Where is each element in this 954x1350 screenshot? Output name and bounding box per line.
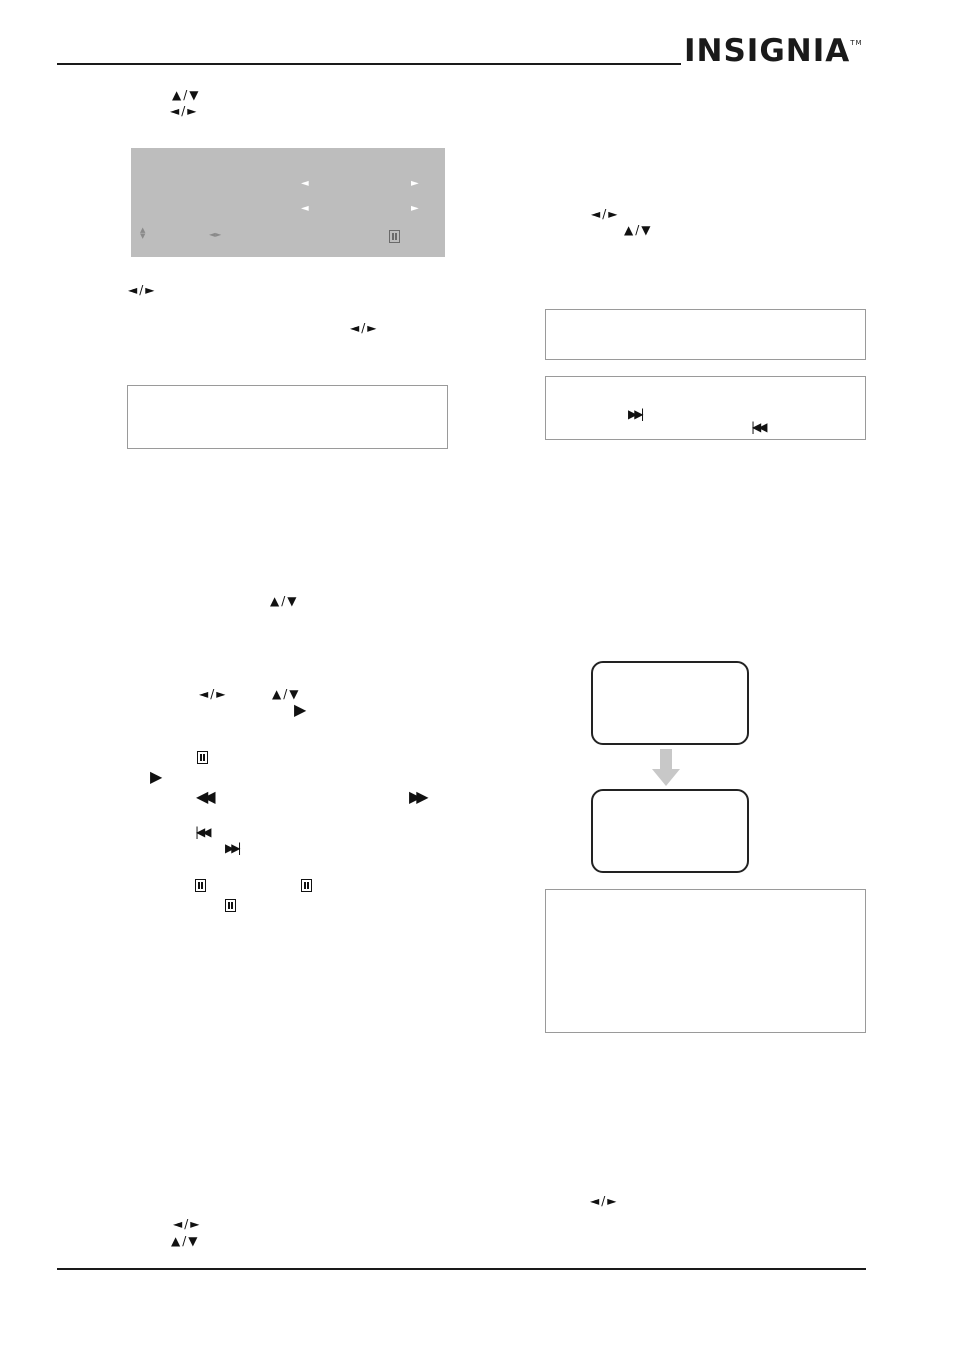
- up-down-arrows-icon: ▲ / ▼: [172, 88, 199, 102]
- flow-step-box: [591, 789, 749, 873]
- left-right-arrows-icon: ◄ / ►: [173, 1217, 200, 1231]
- menu-pause-hint-icon: [389, 230, 400, 243]
- trademark-symbol: TM: [850, 39, 863, 47]
- up-down-arrows-icon: ▲ / ▼: [171, 1234, 198, 1248]
- next-icon: ▶▶|: [628, 407, 642, 421]
- pause-icon: [301, 879, 312, 892]
- left-right-arrows-icon: ◄ / ►: [128, 283, 155, 297]
- left-right-arrows-icon: ◄ / ►: [199, 687, 226, 701]
- left-right-arrows-icon: ◄ / ►: [591, 207, 618, 221]
- note-box: [127, 385, 448, 449]
- menu-row1-right-arrow-icon: ►: [411, 178, 419, 189]
- pause-icon: [195, 879, 206, 892]
- footer-rule: [57, 1268, 866, 1270]
- left-right-arrows-icon: ◄ / ►: [590, 1194, 617, 1208]
- header-rule: [57, 63, 681, 65]
- menu-updown-hint-icon: ▲ ▼: [140, 226, 146, 240]
- note-box: [545, 309, 866, 360]
- play-icon: ▶: [294, 700, 307, 719]
- up-down-arrows-icon: ▲ / ▼: [624, 223, 651, 237]
- menu-row1-left-arrow-icon: ◄: [301, 178, 309, 189]
- down-arrow-icon: [652, 749, 680, 787]
- pause-icon: [225, 899, 236, 912]
- next-icon: ▶▶|: [225, 841, 239, 855]
- previous-icon: |◀◀: [751, 420, 765, 434]
- tip-box: [545, 376, 866, 440]
- fast-forward-icon: ▶▶: [409, 787, 424, 806]
- left-right-arrows-icon: ◄ / ►: [170, 104, 197, 118]
- flow-step-box: [591, 661, 749, 745]
- menu-row2-right-arrow-icon: ►: [411, 203, 419, 214]
- note-box: [545, 889, 866, 1033]
- previous-icon: |◀◀: [195, 825, 209, 839]
- pause-icon: [197, 751, 208, 764]
- up-down-arrows-icon: ▲ / ▼: [270, 594, 297, 608]
- left-right-arrows-icon: ◄ / ►: [350, 321, 377, 335]
- up-down-arrows-icon: ▲ / ▼: [272, 687, 299, 701]
- menu-row2-left-arrow-icon: ◄: [301, 203, 309, 214]
- play-icon: ▶: [150, 767, 163, 786]
- rewind-icon: ◀◀: [196, 787, 211, 806]
- osd-menu-panel: [131, 148, 445, 257]
- logo-text: INSIGNIA: [684, 33, 851, 69]
- menu-leftright-hint-icon: ◄►: [209, 230, 222, 239]
- insignia-logo: [684, 33, 863, 69]
